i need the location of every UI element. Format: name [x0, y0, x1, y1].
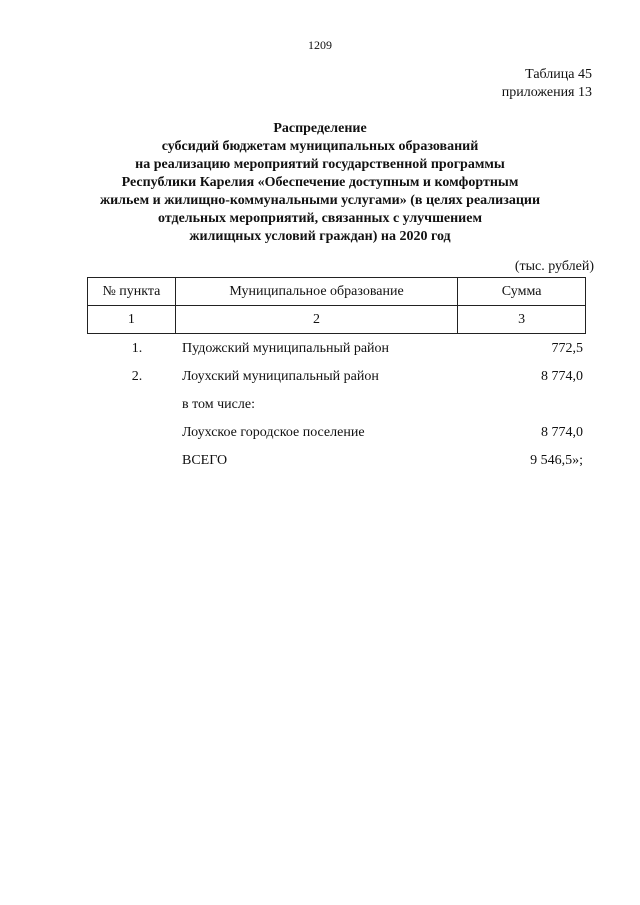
row-sum: 8 774,0: [541, 369, 583, 384]
title-line: жилищных условий граждан) на 2020 год: [189, 229, 451, 244]
row-number: 2.: [131, 369, 143, 384]
row-municipality: Лоухский муниципальный район: [182, 369, 379, 384]
column-number-3: 3: [458, 306, 586, 334]
table-row: [0, 425, 640, 445]
row-number: 1.: [131, 341, 143, 356]
row-municipality: Пудожский муниципальный район: [182, 341, 390, 356]
title-line: Республики Карелия «Обеспечение доступным и комфортным: [121, 175, 519, 190]
appendix-number: приложения 13: [501, 85, 592, 100]
row-total-sum: 9 546,5»;: [530, 453, 583, 468]
row-sum: 8 774,0: [541, 425, 583, 440]
header-row: [88, 278, 586, 306]
column-number-row: [88, 306, 586, 334]
title-line: субсидий бюджетам муниципальных образований: [161, 139, 479, 154]
table-reference: [502, 66, 592, 102]
title-line: на реализацию мероприятий государственной программы: [135, 157, 505, 172]
table-row: [0, 369, 640, 389]
units-label: (тыс. рублей): [514, 259, 594, 274]
row-total-label: ВСЕГО: [182, 453, 228, 468]
column-number-2: 2: [175, 306, 457, 334]
title-line: жильем и жилищно-коммунальными услугами» (в целях реализации: [99, 193, 541, 208]
row-sum: 772,5: [551, 341, 583, 356]
table-number: Таблица 45: [525, 67, 592, 82]
column-number-1: 1: [88, 306, 176, 334]
header-cell-municipality: Муниципальное образование: [175, 278, 457, 306]
row-municipality: Лоухское городское поселение: [182, 425, 365, 440]
table-row: [0, 341, 640, 361]
table-row: [0, 397, 640, 417]
table-header: [87, 277, 586, 334]
row-municipality: в том числе:: [182, 397, 255, 412]
header-cell-sum: Сумма: [458, 278, 586, 306]
title-line: Распределение: [273, 121, 367, 136]
title-line: отдельных мероприятий, связанных с улучшением: [158, 211, 482, 226]
document-title: [60, 120, 580, 246]
header-cell-number: № пункта: [88, 278, 176, 306]
page-number: 1209: [308, 38, 332, 52]
table-row-total: [0, 453, 640, 473]
